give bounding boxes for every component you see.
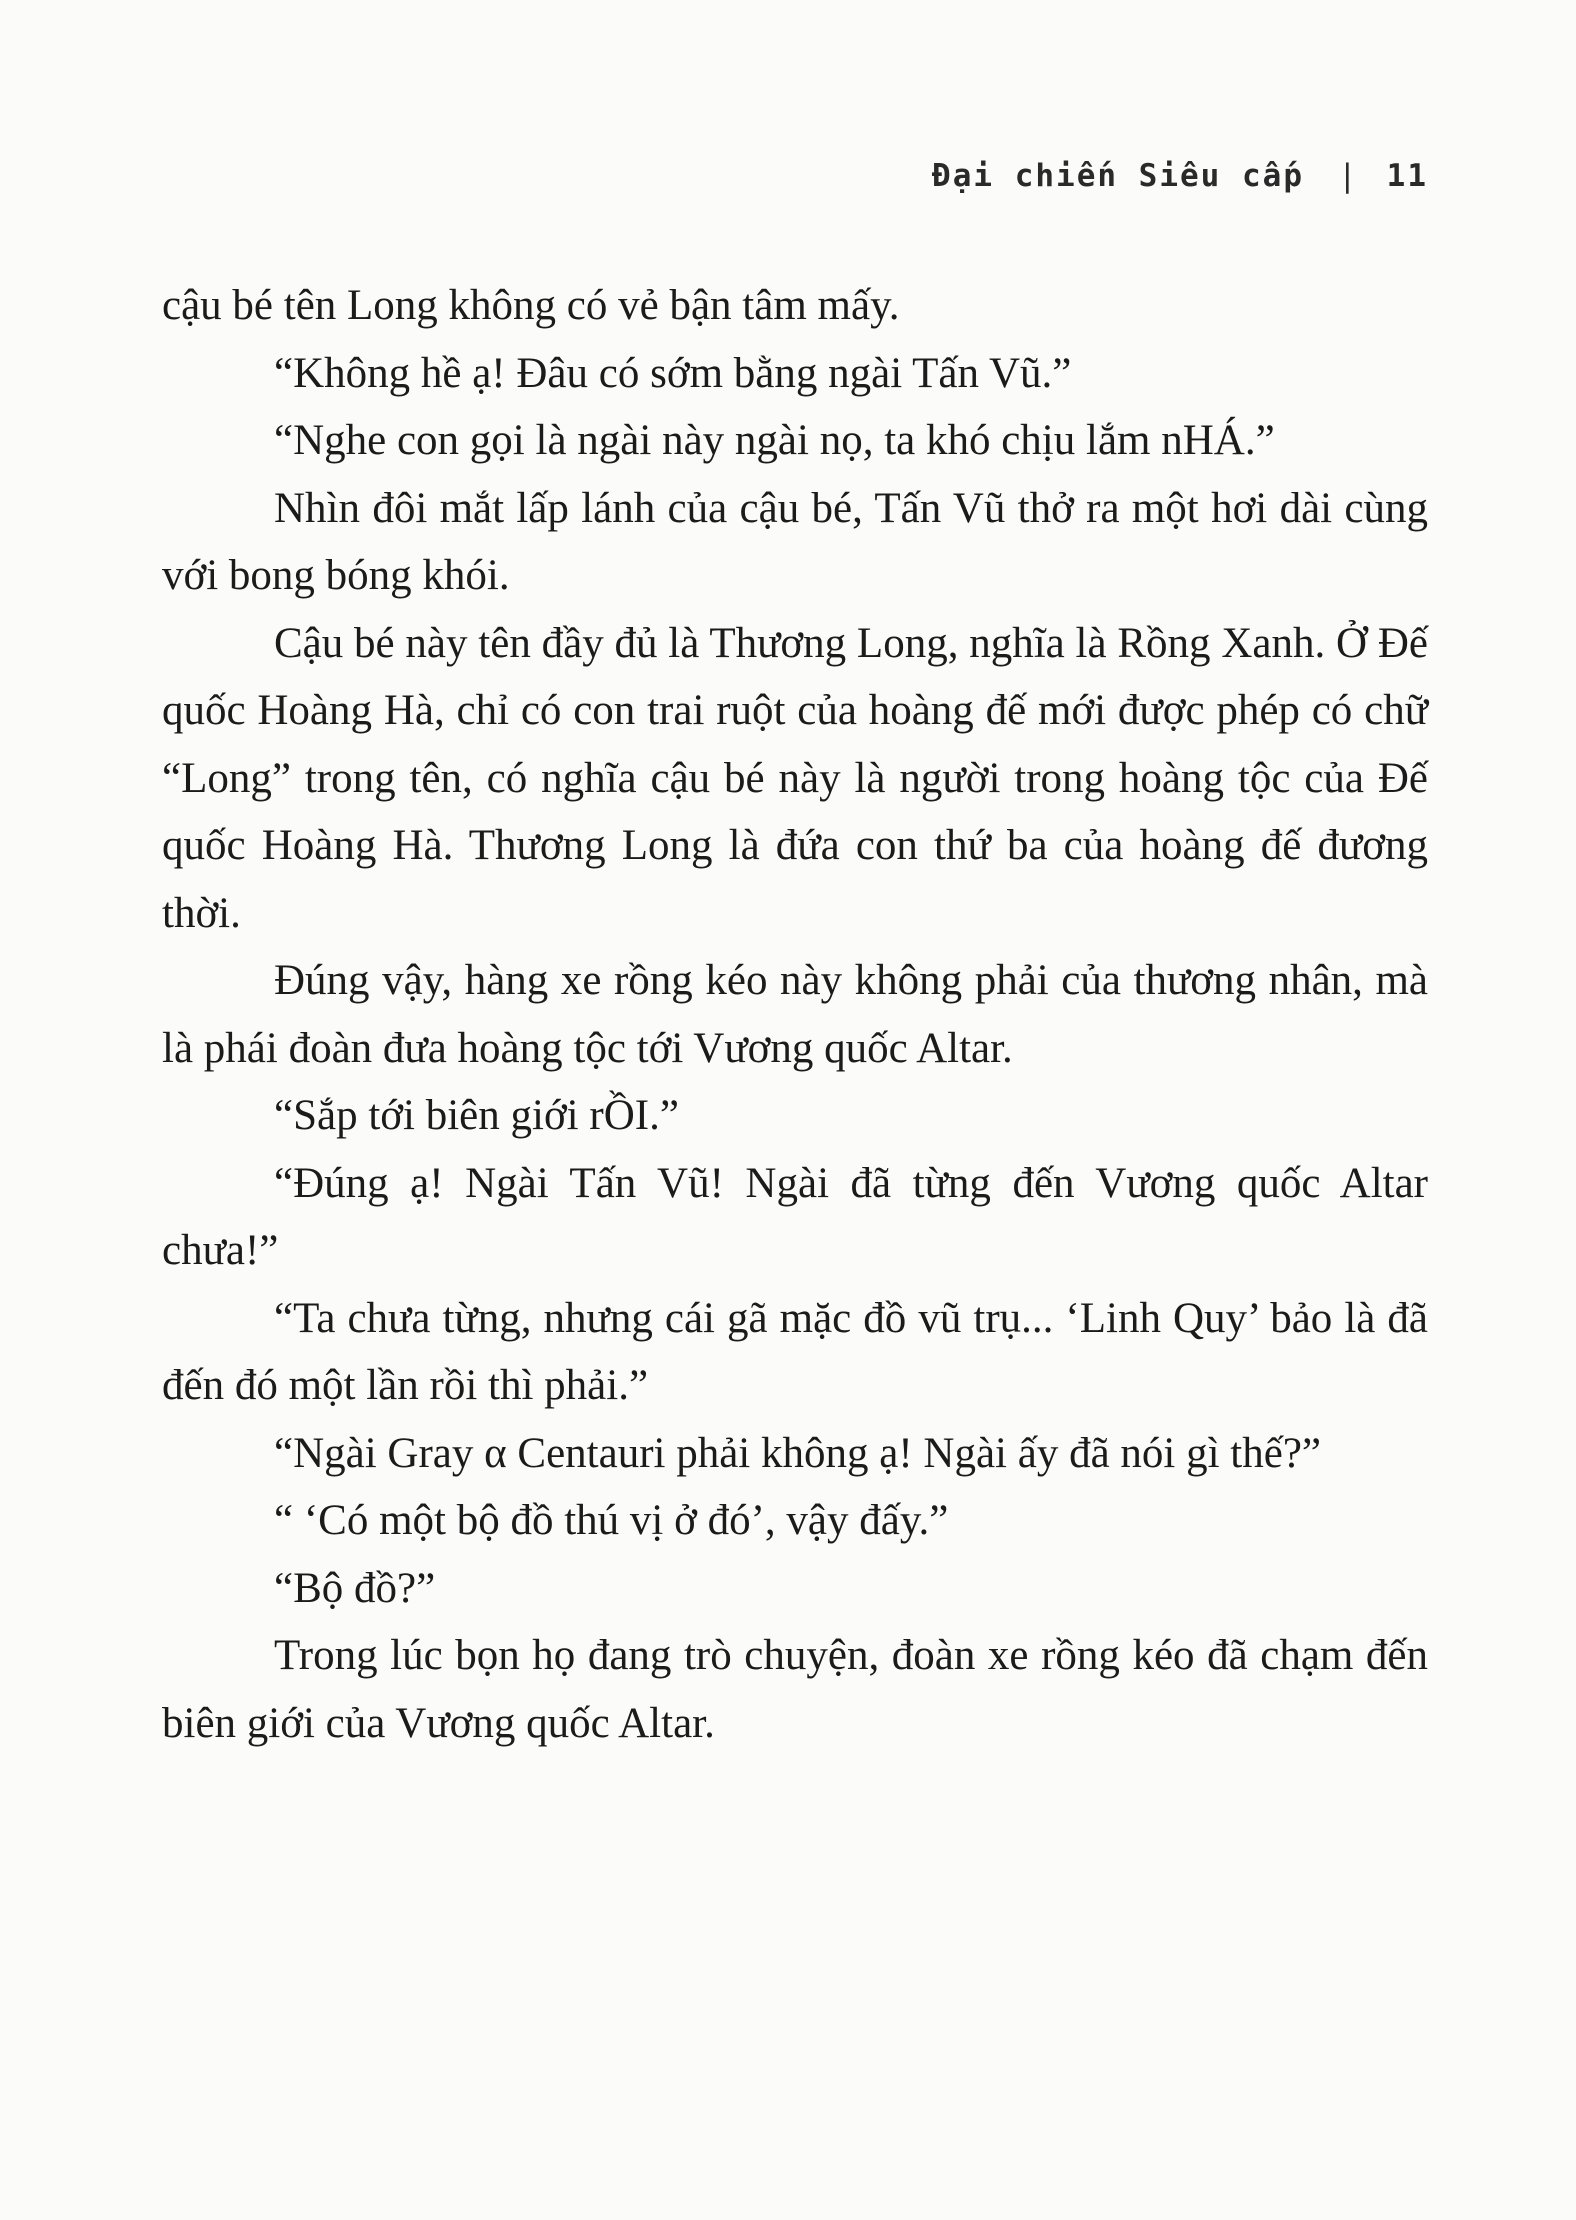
paragraph: Nhìn đôi mắt lấp lánh của cậu bé, Tấn Vũ thở ra một hơi dài cùng với bong bóng khói. — [162, 484, 1428, 599]
paragraph: “Không hề ạ! Đâu có sớm bằng ngài Tấn Vũ.” — [274, 349, 1072, 397]
header-separator: | — [1338, 158, 1359, 194]
running-header — [0, 158, 1428, 194]
book-title: Đại chiến Siêu cấp — [932, 158, 1304, 194]
page-number: 11 — [1386, 158, 1428, 194]
paragraph: cậu bé tên Long không có vẻ bận tâm mấy. — [162, 282, 900, 329]
paragraph: “Đúng ạ! Ngài Tấn Vũ! Ngài đã từng đến Vương quốc Altar chưa!” — [162, 1159, 1428, 1274]
paragraph: “ ‘Có một bộ đồ thú vị ở đó’, vậy đấy.” — [274, 1497, 949, 1544]
paragraph: “Bộ đồ?” — [274, 1564, 436, 1612]
paragraph: Trong lúc bọn họ đang trò chuyện, đoàn xe rồng kéo đã chạm đến biên giới của Vương quốc Altar. — [162, 1632, 1428, 1747]
paragraph: “Ngài Gray α Centauri phải không ạ! Ngài ấy đã nói gì thế?” — [274, 1429, 1322, 1477]
paragraph: “Nghe con gọi là ngài này ngài nọ, ta khó chịu lắm nHÁ.” — [274, 417, 1275, 464]
paragraph: “Sắp tới biên giới rỒI.” — [274, 1092, 679, 1139]
paragraph: Cậu bé này tên đầy đủ là Thương Long, nghĩa là Rồng Xanh. Ở Đế quốc Hoàng Hà, chỉ có con trai ruột của hoàng đế mới được phép có chữ “Long” trong tên, có nghĩa cậu bé này là người trong hoàng tộc của Đế quốc Hoàng Hà. Thương Long là đứa con thứ ba của hoàng đế đương thời. — [162, 619, 1428, 937]
paragraph: “Ta chưa từng, nhưng cái gã mặc đồ vũ trụ... ‘Linh Quy’ bảo là đã đến đó một lần rồi thì phải.” — [162, 1294, 1428, 1409]
body-text — [162, 272, 1428, 1757]
paragraph: Đúng vậy, hàng xe rồng kéo này không phải của thương nhân, mà là phái đoàn đưa hoàng tộc tới Vương quốc Altar. — [162, 957, 1428, 1072]
